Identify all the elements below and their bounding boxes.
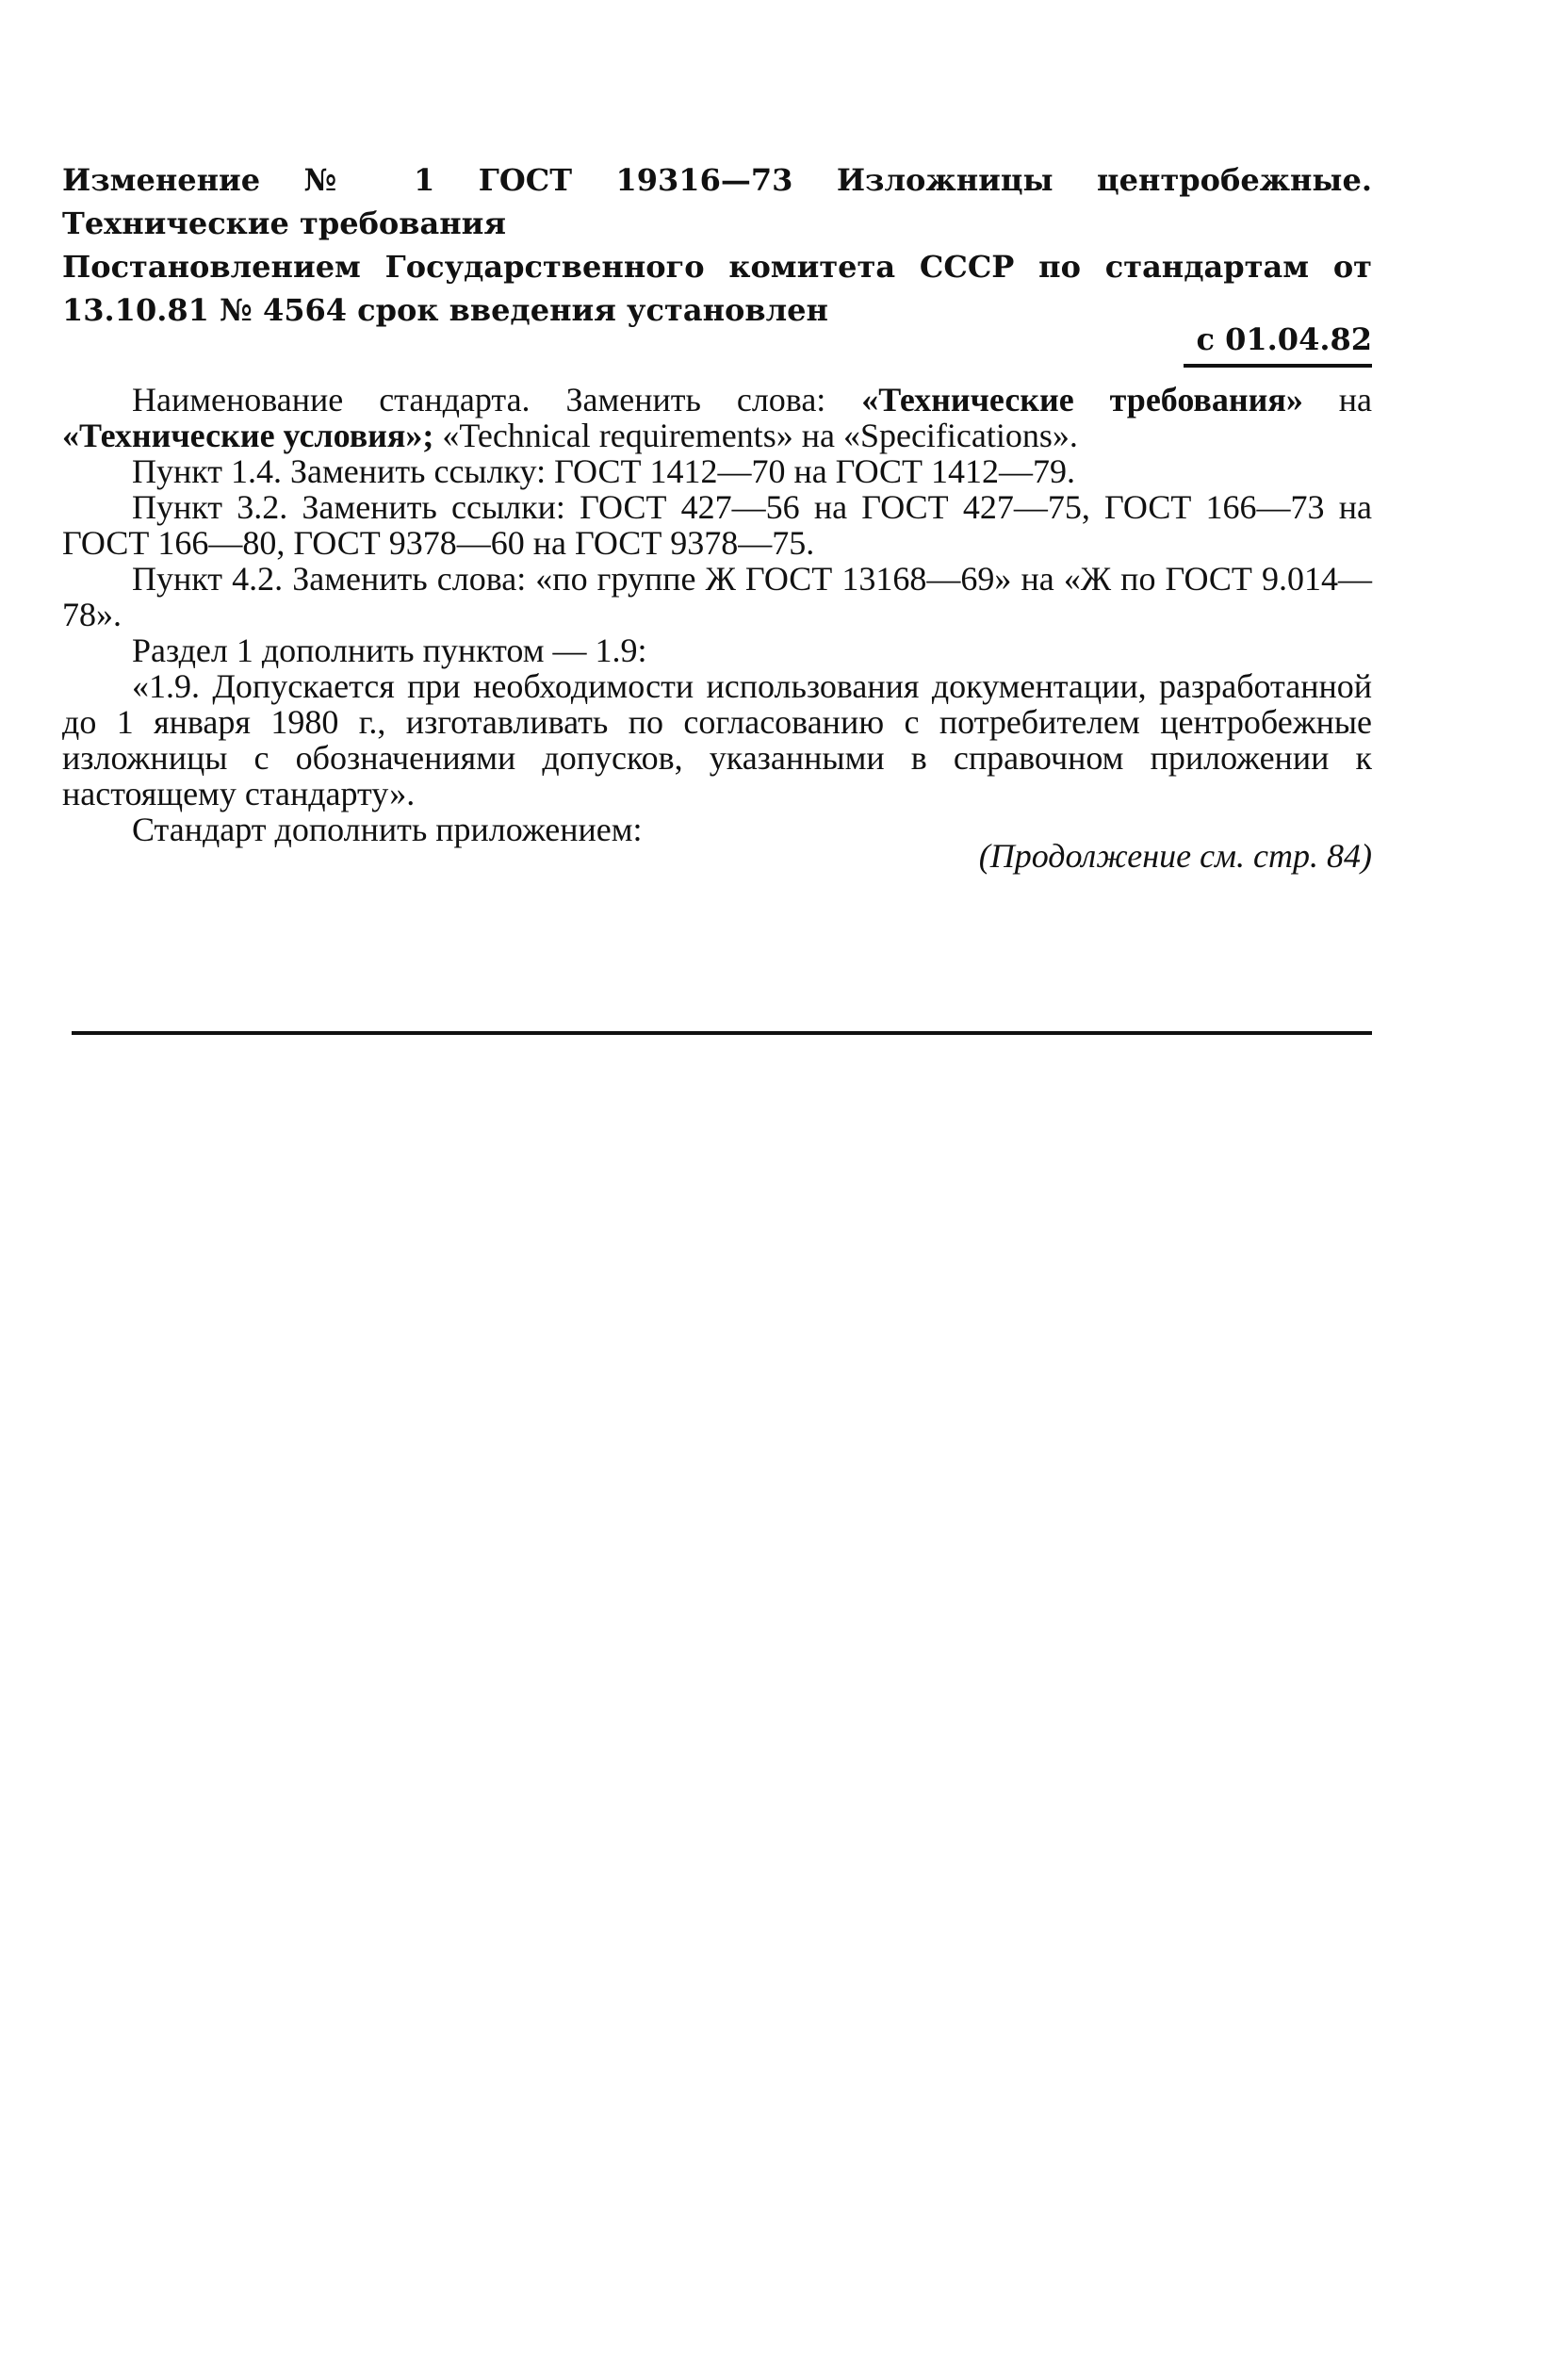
paragraph-text: «Technical requirements» на «Specifications». [433,417,1078,454]
resolution-statement: Постановлением Государственного комитета СССР по стандартам от 13.10.81 № 4564 срок введения установлен [62,249,1372,328]
footer-divider [72,1031,1372,1035]
paragraph-text: Наименование стандарта. Заменить слова: [132,381,862,418]
paragraph-section-1: Раздел 1 дополнить пунктом — 1.9: [132,632,647,669]
paragraph-item-4-2: Пункт 4.2. Заменить слова: «по группе Ж ГОСТ 13168—69» на «Ж по ГОСТ 9.014—78». [62,560,1372,633]
paragraph-appendix: Стандарт дополнить приложением: [132,811,643,848]
paragraph-item-1-9: «1.9. Допускается при необходимости использования документации, разработанной до 1 января 1980 г., изготавливать по согласованию с потребителем центробежные изложницы с обозначениями допусков, указанными в справочном приложении к настоящему стандарту». [62,667,1372,812]
amendment-body [62,382,1372,847]
continuation-note: (Продолжение см. стр. 84) [978,837,1372,875]
amendment-title: Изменение № 1 ГОСТ 19316—73 Изложницы центробежные. Технические требования [62,162,1372,241]
paragraph-text: на [1302,381,1373,418]
paragraph-standard-name [62,382,1372,453]
paragraph-item-1-4: Пункт 1.4. Заменить ссылку: ГОСТ 1412—70 на ГОСТ 1412—79. [132,452,1076,490]
quoted-new-title: «Технические условия»; [62,417,434,454]
paragraph-item-3-2: Пункт 3.2. Заменить ссылки: ГОСТ 427—56 на ГОСТ 427—75, ГОСТ 166—73 на ГОСТ 166—80, ГОСТ 9378—60 на ГОСТ 9378—75. [62,488,1372,562]
quoted-old-title: «Технические требования» [861,381,1303,418]
effective-date: с 01.04.82 [1184,320,1372,368]
